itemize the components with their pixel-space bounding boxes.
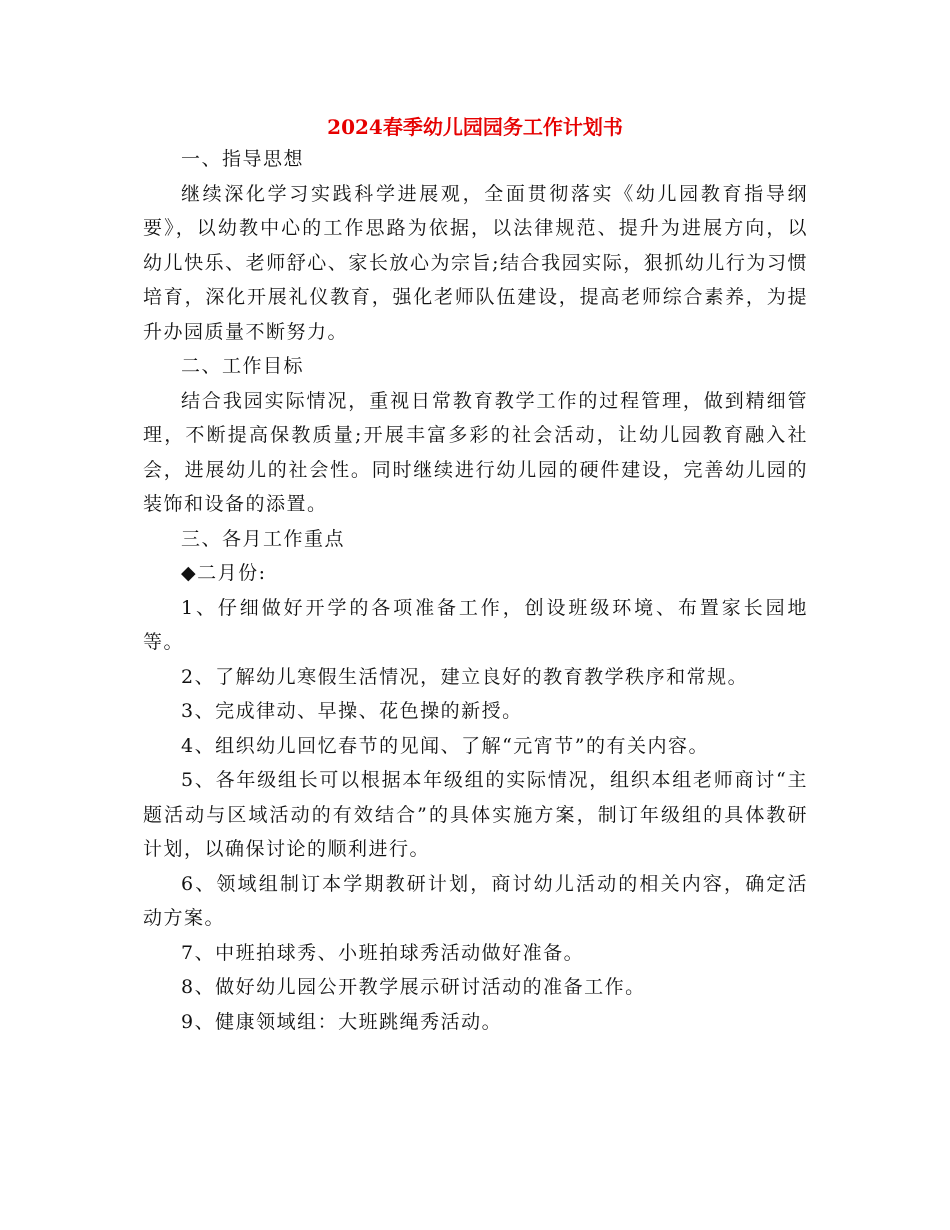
list-item: 2、了解幼儿寒假生活情况，建立良好的教育教学秩序和常规。 bbox=[181, 665, 749, 688]
paragraph-work-goals: 结合我园实际情况，重视日常教育教学工作的过程管理，做到精细管理，不断提高保教质量;开展丰富多彩的社会活动，让幼儿园教育融入社会，进展幼儿的社会性。同时继续进行幼儿园的硬件建设，完善幼儿园的装饰和设备的添置。 bbox=[143, 389, 808, 515]
section-heading-guiding-ideology: 一、指导思想 bbox=[181, 148, 305, 170]
document-title: 2024春季幼儿园园务工作计划书 bbox=[327, 115, 623, 139]
document-body bbox=[143, 142, 808, 1039]
list-item: 7、中班拍球秀、小班拍球秀活动做好准备。 bbox=[181, 941, 585, 964]
list-item: 4、组织幼儿回忆春节的见闻、了解“元宵节”的有关内容。 bbox=[181, 734, 710, 757]
list-item: 8、做好幼儿园公开教学展示研讨活动的准备工作。 bbox=[181, 976, 646, 998]
list-item: 9、健康领域组：大班跳绳秀活动。 bbox=[181, 1010, 503, 1033]
list-item: 1、仔细做好开学的各项准备工作，创设班级环境、布置家长园地等。 bbox=[143, 596, 808, 653]
paragraph-guiding-ideology: 继续深化学习实践科学进展观，全面贯彻落实《幼儿园教育指导纲要》，以幼教中心的工作思路为依据，以法律规范、提升为进展方向，以幼儿快乐、老师舒心、家长放心为宗旨;结合我园实际，狠抓幼儿行为习惯培育，深化开展礼仪教育，强化老师队伍建设，提高老师综合素养，为提升办园质量不断努力。 bbox=[143, 182, 808, 343]
list-item: 5、各年级组长可以根据本年级组的实际情况，组织本组老师商讨“主题活动与区域活动的有效结合”的具体实施方案，制订年级组的具体教研计划，以确保讨论的顺利进行。 bbox=[143, 769, 808, 860]
list-item: 6、领域组制订本学期教研计划，商讨幼儿活动的相关内容，确定活动方案。 bbox=[143, 872, 808, 929]
section-heading-work-goals: 二、工作目标 bbox=[181, 355, 305, 377]
month-heading-february: ◆二月份: bbox=[181, 562, 267, 584]
section-heading-monthly-focus: 三、各月工作重点 bbox=[181, 527, 346, 550]
list-item: 3、完成律动、早操、花色操的新授。 bbox=[181, 700, 523, 722]
